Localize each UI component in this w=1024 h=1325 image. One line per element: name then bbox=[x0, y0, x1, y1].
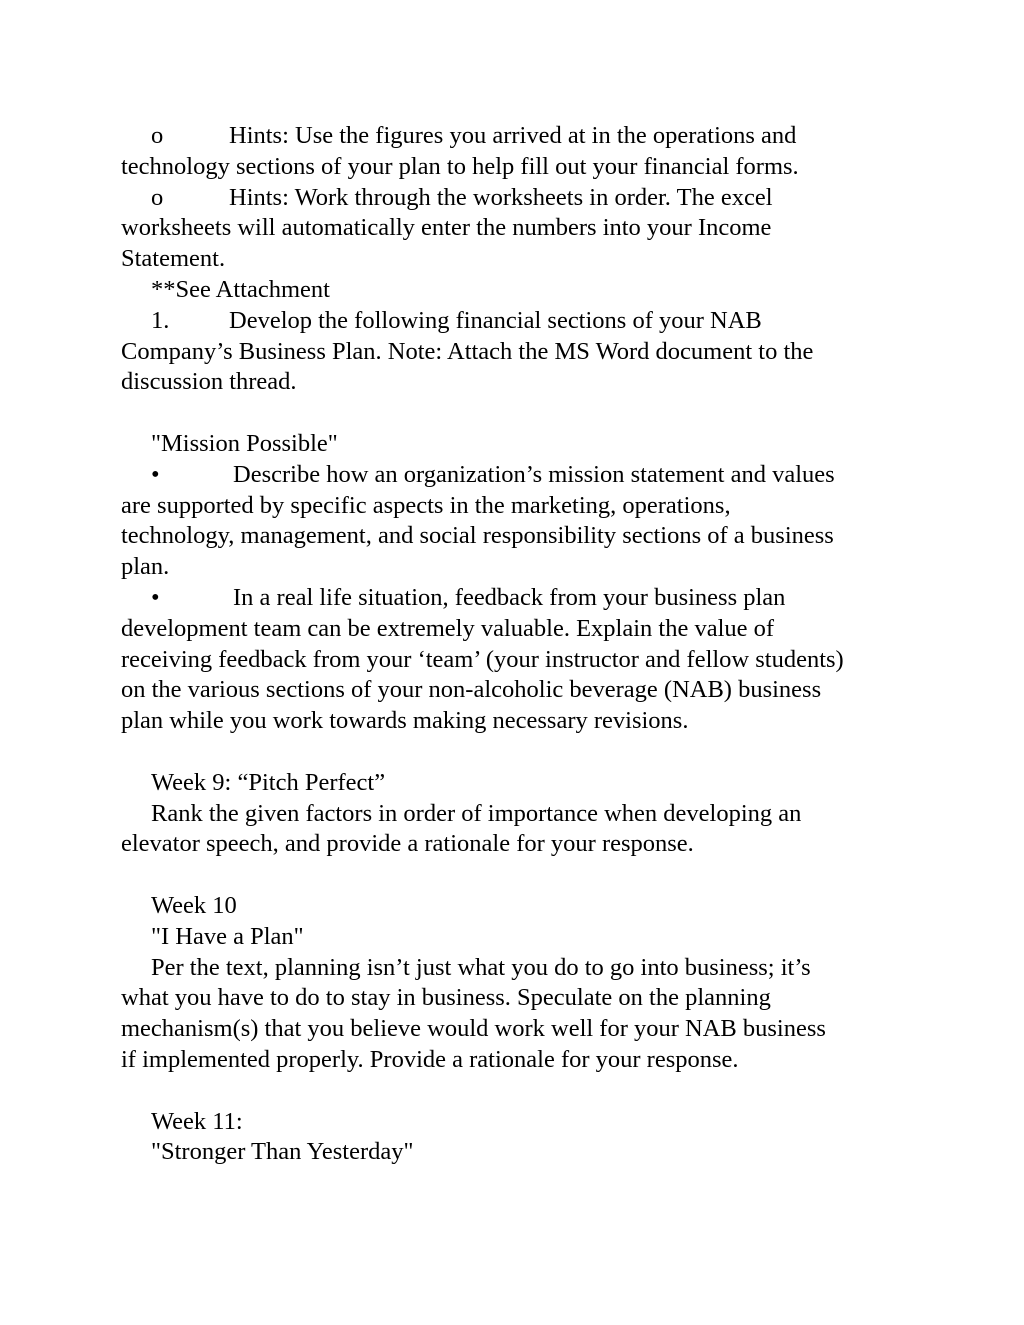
bullet-line: are supported by specific aspects in the marketing, operations, bbox=[121, 491, 731, 519]
bullet-marker: • bbox=[151, 460, 160, 488]
bullet-line: plan while you work towards making necessary revisions. bbox=[121, 707, 689, 735]
see-attachment-note: **See Attachment bbox=[151, 275, 330, 303]
hint-text: Hints: Work through the worksheets in order. The excel bbox=[229, 183, 773, 211]
week-9-body-line: elevator speech, and provide a rationale for your response. bbox=[121, 830, 694, 858]
bullet-line bbox=[121, 460, 921, 491]
week-10-body-line: Per the text, planning isn’t just what you do to go into business; it’s bbox=[151, 953, 811, 981]
list-marker: 1. bbox=[151, 306, 170, 334]
bullet-line: on the various sections of your non-alcoholic beverage (NAB) business bbox=[121, 676, 822, 704]
bullet-text: Describe how an organization’s mission statement and values bbox=[233, 460, 835, 488]
bullet-marker: • bbox=[151, 583, 160, 611]
week-10-subtitle: "I Have a Plan" bbox=[151, 922, 304, 950]
week-11-subtitle: "Stronger Than Yesterday" bbox=[151, 1138, 414, 1166]
week-10-body-line: mechanism(s) that you believe would work well for your NAB business bbox=[121, 1015, 826, 1043]
week-10-body-line: if implemented properly. Provide a rationale for your response. bbox=[121, 1045, 739, 1073]
week-10-body-line: what you have to do to stay in business. Speculate on the planning bbox=[121, 984, 771, 1012]
week-11-title: Week 11: bbox=[151, 1107, 243, 1135]
numbered-item-line: discussion thread. bbox=[121, 368, 297, 396]
numbered-item-line: Company’s Business Plan. Note: Attach the MS Word document to the bbox=[121, 337, 814, 365]
blank-line bbox=[121, 860, 921, 891]
blank-line bbox=[121, 398, 921, 429]
bullet-line: receiving feedback from your ‘team’ (your instructor and fellow students) bbox=[121, 645, 844, 673]
week-9-title: Week 9: “Pitch Perfect” bbox=[151, 768, 386, 796]
hint-line: technology sections of your plan to help fill out your financial forms. bbox=[121, 152, 799, 180]
week-9-body-line: Rank the given factors in order of importance when developing an bbox=[151, 799, 802, 827]
document-body bbox=[121, 121, 921, 1168]
list-marker: o bbox=[151, 122, 164, 149]
bullet-line bbox=[121, 583, 921, 614]
hint-line bbox=[121, 183, 921, 214]
numbered-item-text: Develop the following financial sections of your NAB bbox=[229, 306, 762, 334]
week-10-title: Week 10 bbox=[151, 891, 237, 919]
blank-line bbox=[121, 1076, 921, 1107]
hint-line: worksheets will automatically enter the numbers into your Income bbox=[121, 214, 772, 242]
bullet-line: development team can be extremely valuable. Explain the value of bbox=[121, 614, 775, 642]
bullet-line: technology, management, and social responsibility sections of a business bbox=[121, 522, 834, 550]
hint-line bbox=[121, 121, 921, 152]
bullet-line: plan. bbox=[121, 553, 170, 581]
section-title: "Mission Possible" bbox=[151, 429, 338, 457]
numbered-item-line bbox=[121, 306, 921, 337]
blank-line bbox=[121, 737, 921, 768]
list-marker: o bbox=[151, 183, 164, 211]
hint-text: Hints: Use the figures you arrived at in the operations and bbox=[229, 122, 797, 149]
bullet-text: In a real life situation, feedback from your business plan bbox=[233, 583, 786, 611]
hint-line: Statement. bbox=[121, 245, 226, 273]
